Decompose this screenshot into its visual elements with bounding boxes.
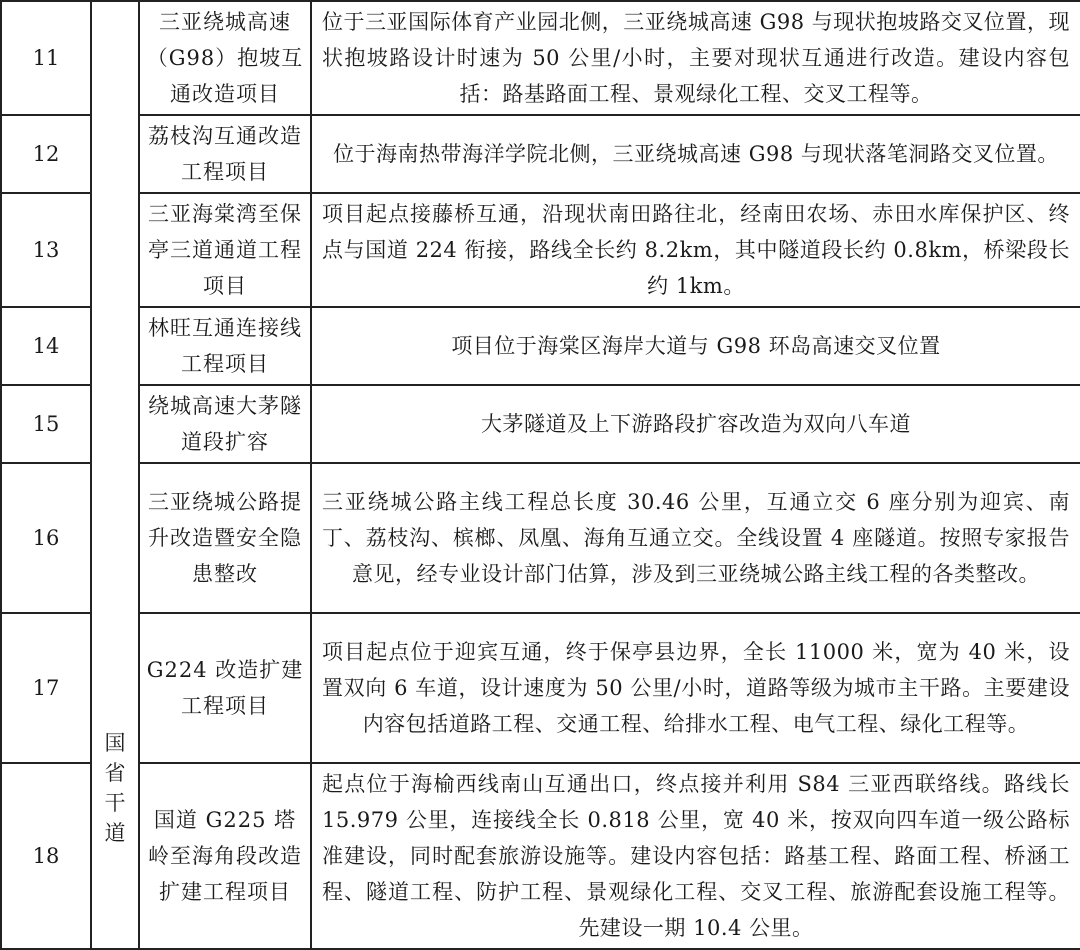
row-number: 11 (1, 1, 91, 115)
table-row (1, 763, 1080, 949)
table-row (1, 115, 1080, 193)
project-name: 绕城高速大茅隧道段扩容 (139, 385, 311, 463)
table-row (1, 193, 1080, 307)
project-description: 项目起点接藤桥互通，沿现状南田路往北，经南田农场、赤田水库保护区、终点与国道 224 衔接，路线全长约 8.2km，其中隧道段长约 0.8km，桥梁段长约 1km。 (311, 193, 1080, 307)
project-name: G224 改造扩建工程项目 (139, 613, 311, 763)
category-label: 国省干道 (104, 731, 126, 845)
project-name: 三亚海棠湾至保亭三道通道工程项目 (139, 193, 311, 307)
row-number: 18 (1, 763, 91, 949)
project-description: 位于三亚国际体育产业园北侧，三亚绕城高速 G98 与现状抱坡路交叉位置，现状抱坡路设计时速为 50 公里/小时，主要对现状互通进行改造。建设内容包括：路基路面工程、景观绿化工程、交叉工程等。 (311, 1, 1080, 115)
project-description: 大茅隧道及上下游路段扩容改造为双向八车道 (311, 385, 1080, 463)
project-description: 三亚绕城公路主线工程总长度 30.46 公里，互通立交 6 座分别为迎宾、南丁、荔枝沟、槟榔、凤凰、海角互通立交。全线设置 4 座隧道。按照专家报告意见，经专业设计部门估算，涉及到三亚绕城公路主线工程的各类整改。 (311, 463, 1080, 613)
project-name: 三亚绕城公路提升改造暨安全隐患整改 (139, 463, 311, 613)
table-row (1, 307, 1080, 385)
project-description: 起点位于海榆西线南山互通出口，终点接并利用 S84 三亚西联络线。路线长 15.979 公里，连接线全长 0.818 公里，宽 40 米，按双向四车道一级公路标准建设，同时配套旅游设施等。建设内容包括：路基工程、路面工程、桥涵工程、隧道工程、防护工程、景观绿化工程、交叉工程、旅游配套设施工程等。先建设一期 10.4 公里。 (311, 763, 1080, 949)
project-name: 三亚绕城高速（G98）抱坡互通改造项目 (139, 1, 311, 115)
project-name: 国道 G225 塔岭至海角段改造扩建工程项目 (139, 763, 311, 949)
row-number: 13 (1, 193, 91, 307)
table-row (1, 463, 1080, 613)
project-name: 林旺互通连接线工程项目 (139, 307, 311, 385)
project-description: 位于海南热带海洋学院北侧，三亚绕城高速 G98 与现状落笔洞路交叉位置。 (311, 115, 1080, 193)
category-cell (91, 1, 139, 949)
project-name: 荔枝沟互通改造工程项目 (139, 115, 311, 193)
table-row (1, 385, 1080, 463)
row-number: 12 (1, 115, 91, 193)
table-row (1, 1, 1080, 115)
row-number: 15 (1, 385, 91, 463)
row-number: 17 (1, 613, 91, 763)
row-number: 14 (1, 307, 91, 385)
project-description: 项目起点位于迎宾互通，终于保亭县边界，全长 11000 米，宽为 40 米，设置双向 6 车道，设计速度为 50 公里/小时，道路等级为城市主干路。主要建设内容包括道路工程、交通工程、给排水工程、电气工程、绿化工程等。 (311, 613, 1080, 763)
table-row (1, 613, 1080, 763)
row-number: 16 (1, 463, 91, 613)
project-description: 项目位于海棠区海岸大道与 G98 环岛高速交叉位置 (311, 307, 1080, 385)
